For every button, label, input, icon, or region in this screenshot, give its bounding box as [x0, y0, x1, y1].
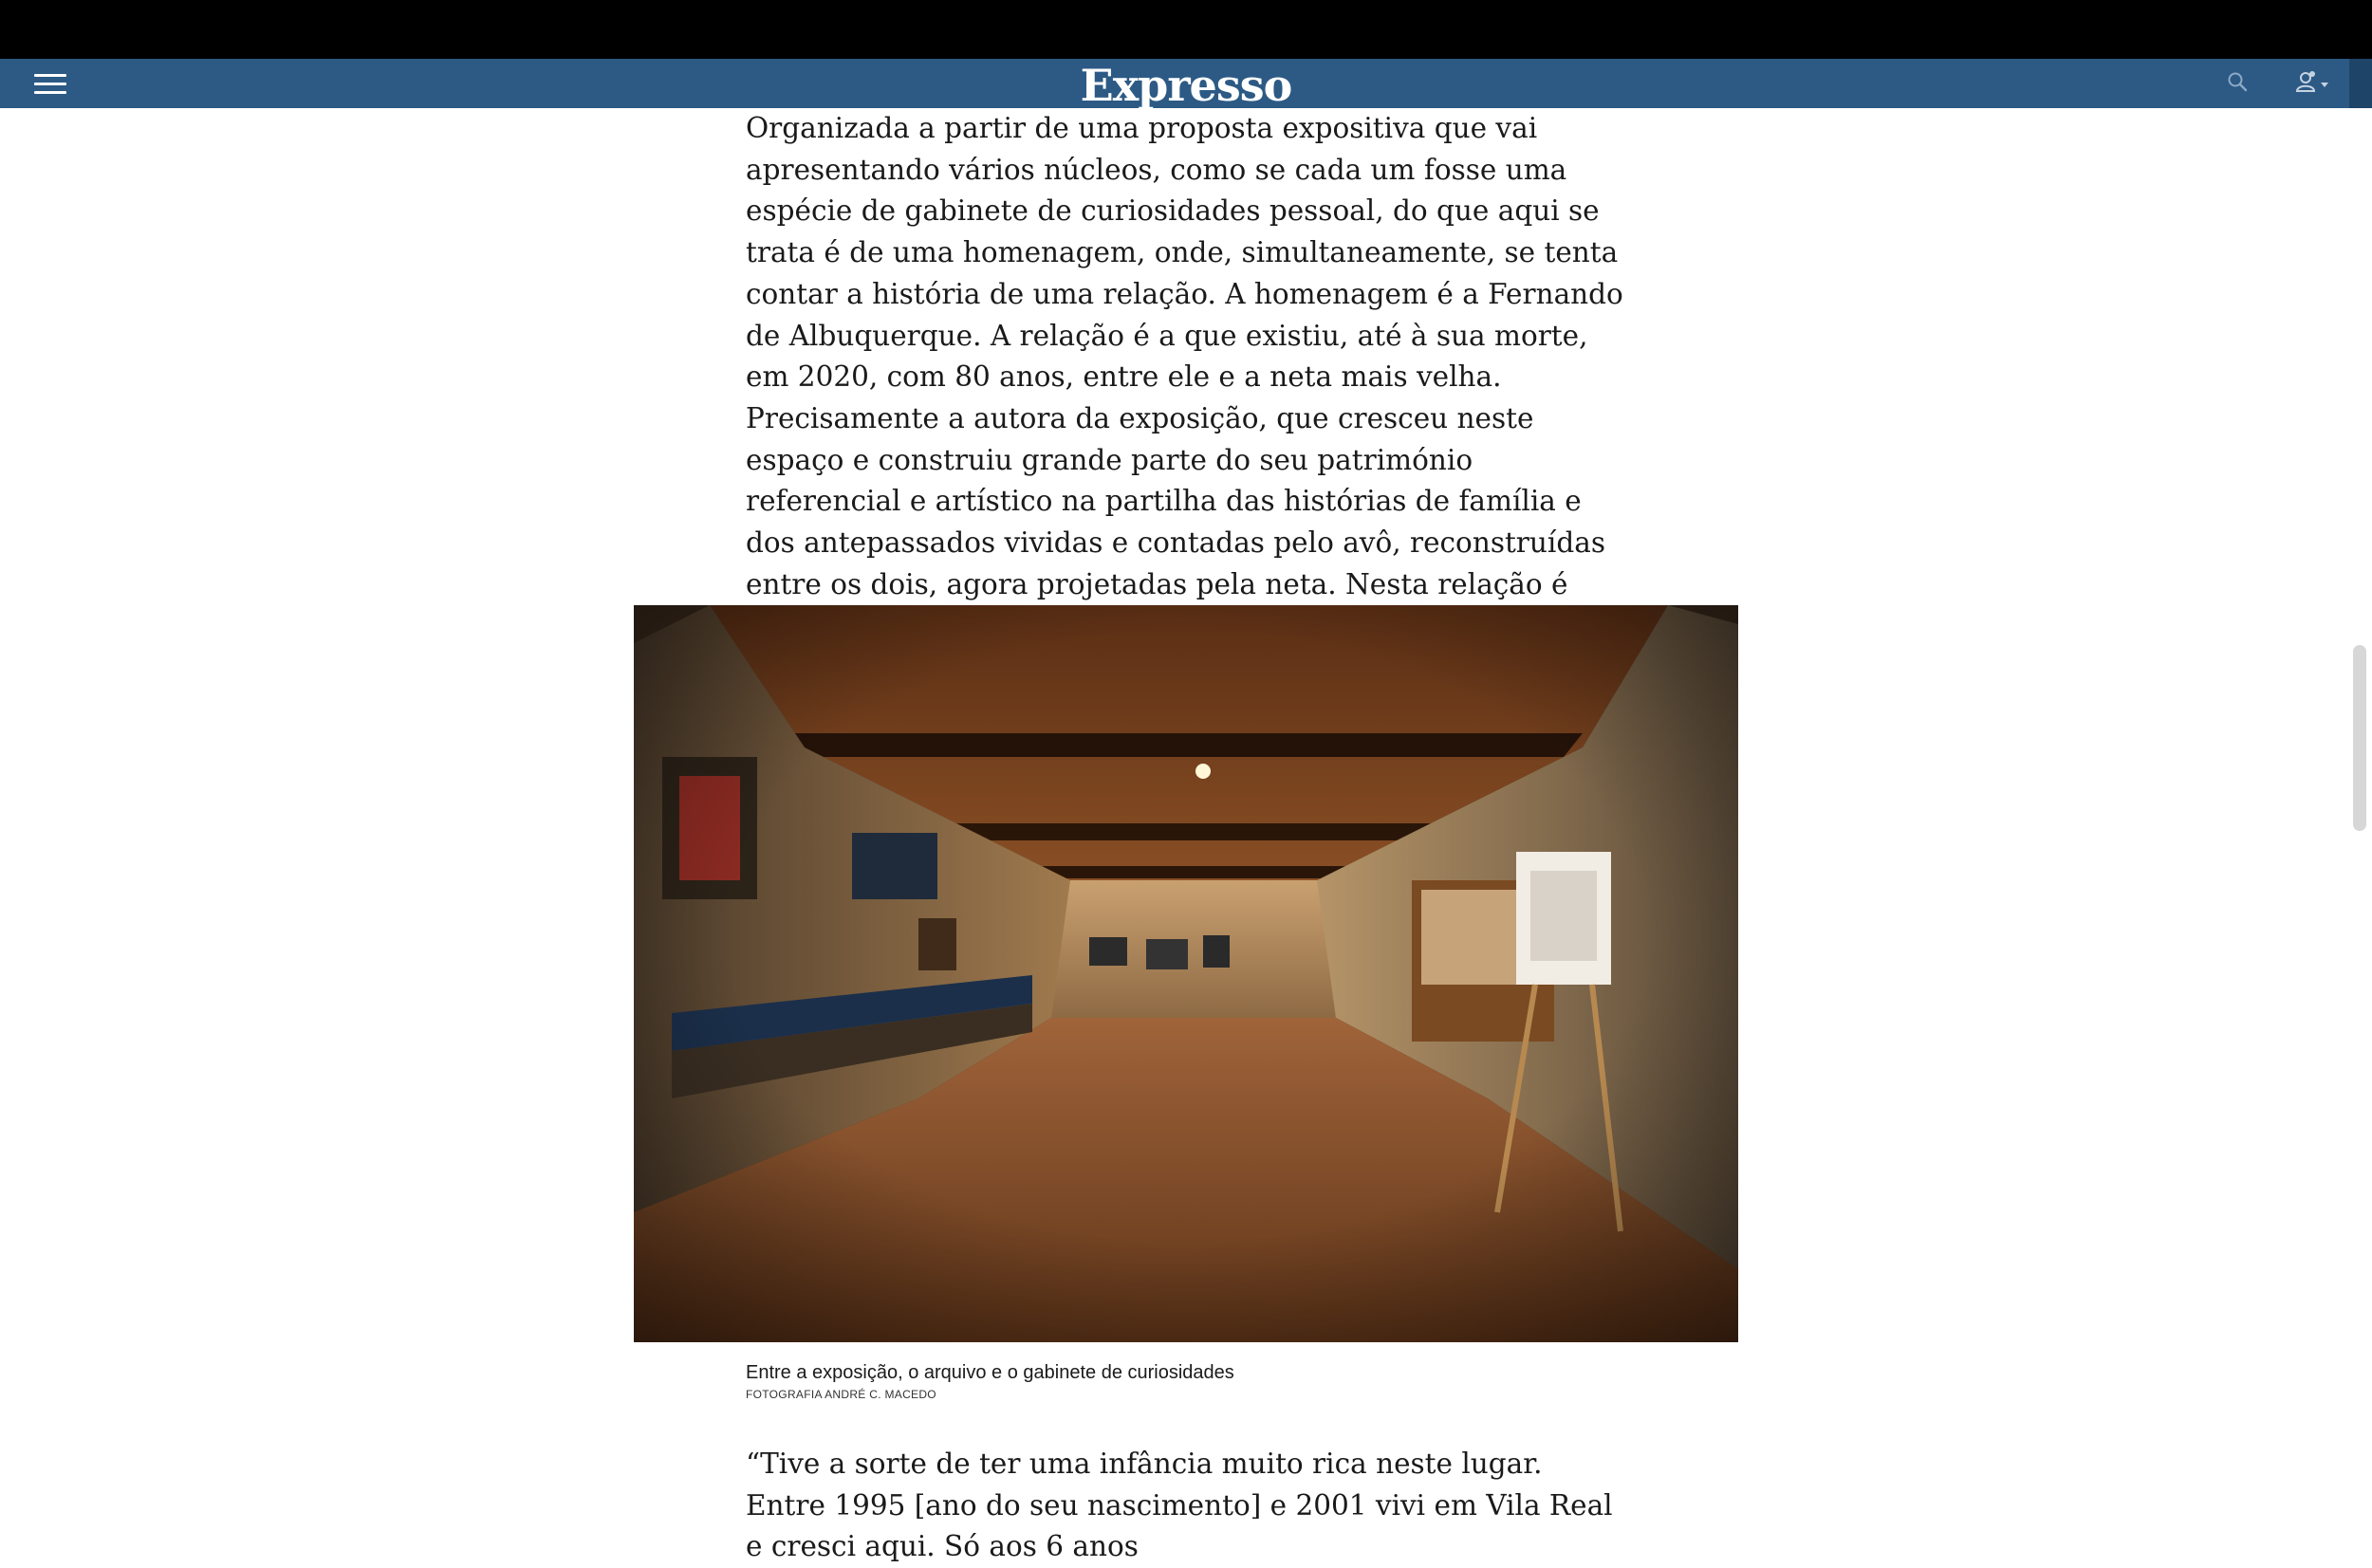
article-paragraph: “Tive a sorte de ter uma infância muito rica neste lugar. Entre 1995 [ano do seu nascimento] e 2001 vivi em Vila Real e cresci aqui. Só aos 6 anos — [746, 1448, 1613, 1563]
scrollbar-thumb[interactable] — [2353, 645, 2366, 831]
article-photo[interactable] — [634, 605, 1738, 1342]
figure-credit: FOTOGRAFIA ANDRÉ C. MACEDO — [746, 1388, 936, 1401]
top-black-bar — [0, 0, 2372, 59]
scrollbar-top-cap — [2349, 59, 2372, 108]
figure-caption: Entre a exposição, o arquivo e o gabinete de curiosidades — [746, 1362, 1234, 1383]
site-header — [0, 59, 2349, 111]
menu-icon[interactable] — [34, 71, 66, 96]
site-logo[interactable]: Expresso — [1080, 60, 1292, 111]
article-paragraph: Organizada a partir de uma proposta expositiva que vai apresentando vários núcleos, como se cada um fosse uma espécie de gabinete de curiosidades pessoal, do que aqui se trata é de uma homenagem, onde, simultaneamente, se tenta contar a história de uma relação. A homenagem é a Fernando de Albuquerque. A relação é a que existiu, até à sua morte, em 2020, com 80 anos, entre ele e a neta mais velha. Precisamente a autora da exposição, que cresceu neste espaço e construiu grande parte do seu património referencial e artístico na partilha das histórias de família e dos antepassados vividas e contadas pelo avô, reconstruídas entre os dois, agora projetadas pela neta. Nesta relação é — [746, 112, 1623, 600]
user-icon — [2292, 68, 2334, 97]
search-icon[interactable] — [2226, 70, 2251, 95]
user-account-menu[interactable] — [2292, 68, 2334, 97]
chevron-down-icon — [2321, 83, 2328, 87]
